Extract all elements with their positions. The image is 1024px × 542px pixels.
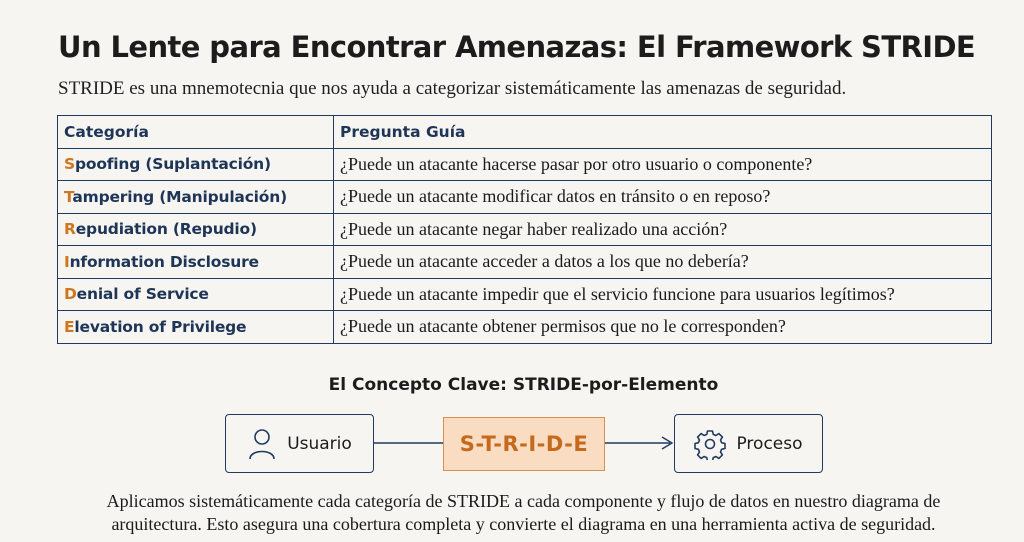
category-cell — [58, 278, 334, 311]
gear-icon — [694, 428, 726, 460]
category-rest: poofing (Suplantación) — [74, 155, 271, 174]
user-node — [225, 414, 374, 473]
stride-table — [57, 115, 992, 344]
category-cell — [58, 246, 334, 279]
process-node — [674, 414, 823, 473]
column-header-category: Categoría — [58, 116, 334, 149]
category-initial: S — [64, 155, 75, 174]
concept-heading: El Concepto Clave: STRIDE-por-Elemento — [328, 375, 719, 395]
category-rest: levation of Privilege — [74, 317, 247, 336]
category-rest: nformation Disclosure — [69, 252, 259, 271]
process-label: Proceso — [736, 433, 803, 454]
category-initial: E — [64, 317, 75, 336]
table-row — [58, 181, 992, 214]
arrowhead-icon — [662, 437, 672, 449]
page-subtitle: STRIDE es una mnemotecnia que nos ayuda a categorizar sistemáticamente las amenazas de seguridad. — [58, 78, 847, 99]
category-initial: R — [64, 220, 76, 239]
user-label: Usuario — [287, 433, 352, 454]
category-cell — [58, 181, 334, 214]
question-cell: ¿Puede un atacante acceder a datos a los que no debería? — [334, 246, 992, 279]
question-cell: ¿Puede un atacante hacerse pasar por otro usuario o componente? — [334, 148, 992, 181]
category-rest: enial of Service — [76, 285, 209, 304]
page-title: Un Lente para Encontrar Amenazas: El Framework STRIDE — [58, 30, 976, 64]
question-cell: ¿Puede un atacante modificar datos en tránsito o en reposo? — [334, 181, 992, 214]
category-cell — [58, 213, 334, 246]
category-rest: ampering (Manipulación) — [72, 187, 287, 206]
category-initial: D — [64, 285, 77, 304]
question-cell: ¿Puede un atacante impedir que el servicio funcione para usuarios legítimos? — [334, 278, 992, 311]
category-initial: T — [64, 187, 73, 206]
table-row — [58, 278, 992, 311]
category-initial: I — [64, 252, 70, 271]
question-cell: ¿Puede un atacante negar haber realizado una acción? — [334, 213, 992, 246]
category-cell — [58, 311, 334, 344]
table-row — [58, 148, 992, 181]
question-cell: ¿Puede un atacante obtener permisos que no le corresponden? — [334, 311, 992, 344]
column-header-question: Pregunta Guía — [334, 116, 992, 149]
table-header-row — [58, 116, 992, 149]
table-row — [58, 213, 992, 246]
category-rest: epudiation (Repudio) — [75, 220, 257, 239]
footer-line-1: Aplicamos sistemáticamente cada categoría de STRIDE a cada componente y flujo de datos en nuestro diagrama de — [106, 491, 941, 511]
category-cell — [58, 148, 334, 181]
footer-line-2: arquitectura. Esto asegura una cobertura completa y convierte el diagrama en una herramienta activa de seguridad. — [111, 514, 936, 534]
stride-node: S-T-R-I-D-E — [443, 417, 605, 471]
table-row — [58, 246, 992, 279]
user-icon — [247, 427, 277, 461]
footer-text — [0, 490, 1024, 536]
table-row — [58, 311, 992, 344]
